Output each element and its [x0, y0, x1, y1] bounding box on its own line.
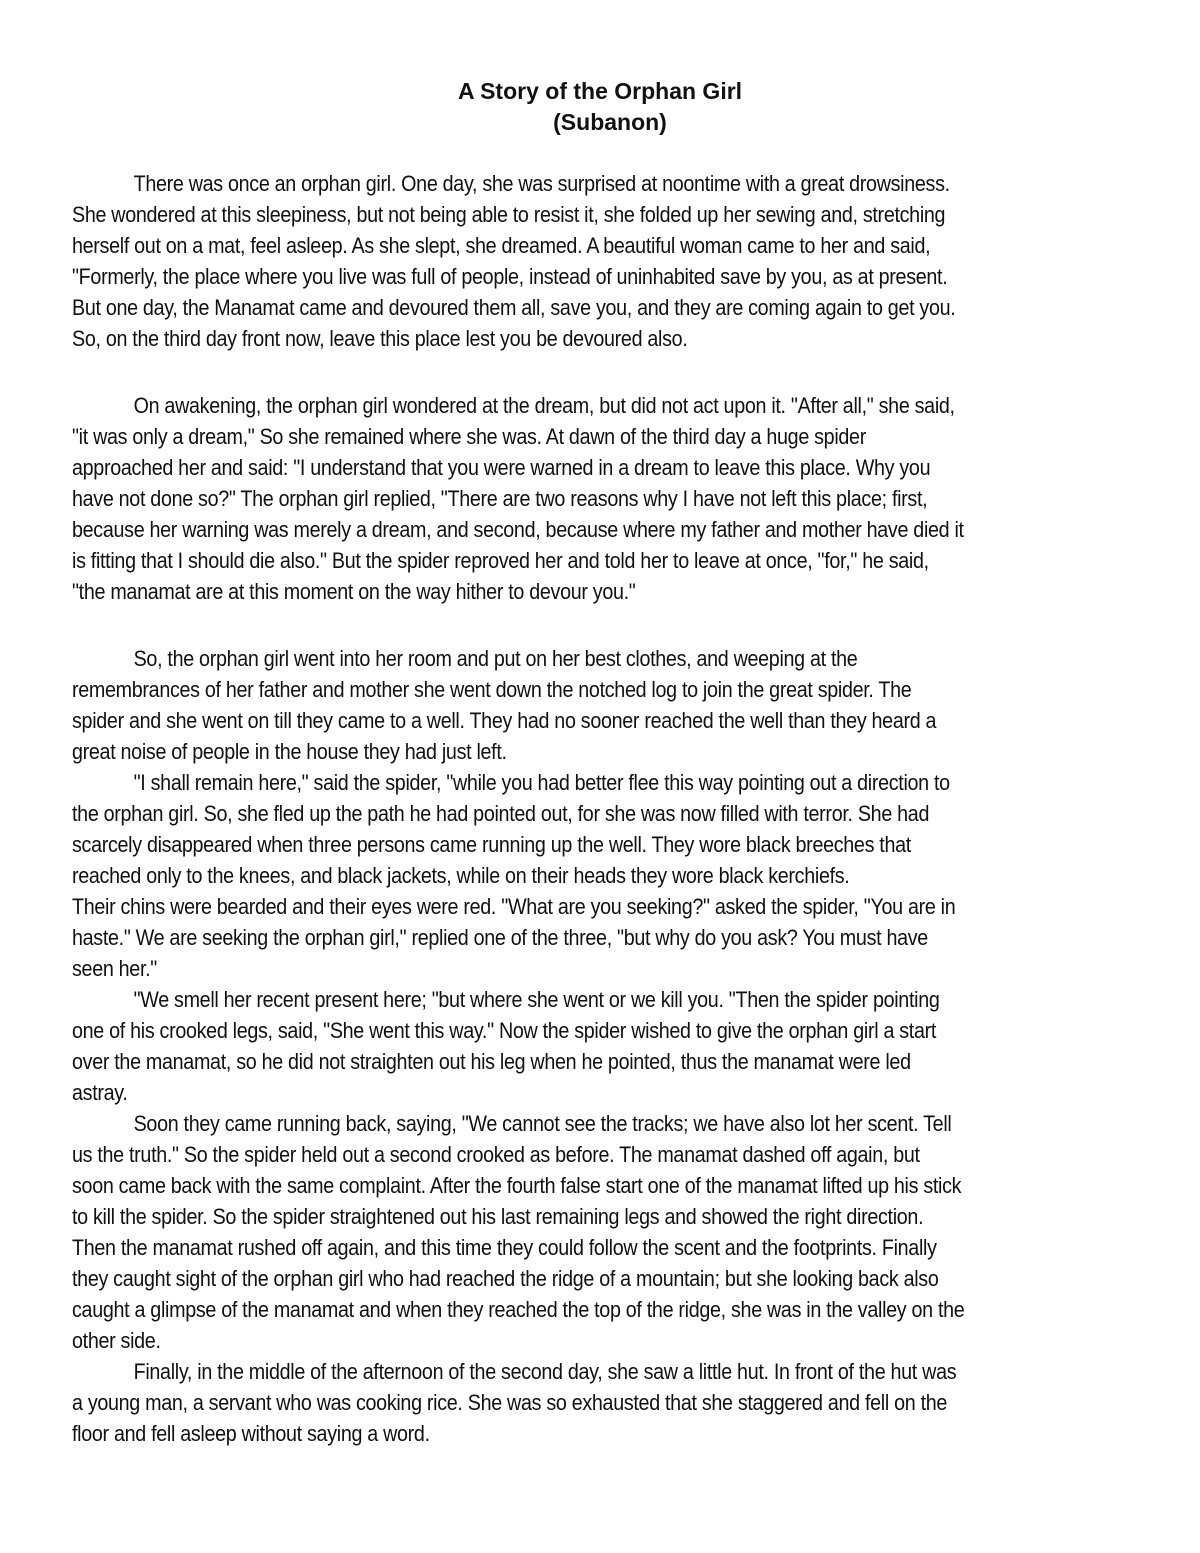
- story-subtitle: (Subanon): [553, 109, 667, 135]
- text-line: a young man, a servant who was cooking rice. She was so exhausted that she staggered and fell on the: [72, 1390, 948, 1415]
- text-line: astray.: [72, 1080, 128, 1105]
- story-title-block: [0, 76, 1200, 138]
- text-line: one of his crooked legs, said, "She went this way." Now the spider wished to give the orphan girl a start: [72, 1018, 937, 1043]
- text-line: scarcely disappeared when three persons came running up the well. They wore black breeches that: [72, 832, 911, 857]
- story-title: A Story of the Orphan Girl: [457, 78, 743, 104]
- text-line: approached her and said: "I understand that you were warned in a dream to leave this place. Why you: [72, 455, 931, 480]
- text-line: the orphan girl. So, she fled up the path he had pointed out, for she was now filled with terror. She had: [72, 801, 930, 826]
- text-line: reached only to the knees, and black jackets, while on their heads they wore black kerchiefs.: [72, 863, 850, 888]
- paragraph-gap: [72, 354, 1005, 390]
- text-line: because her warning was merely a dream, and second, because where my father and mother have died it: [72, 517, 964, 542]
- text-line: spider and she went on till they came to a well. They had no sooner reached the well than they heard a: [72, 708, 937, 733]
- text-line: "I shall remain here," said the spider, "while you had better flee this way pointing out a direction to: [133, 770, 950, 795]
- text-line: She wondered at this sleepiness, but not being able to resist it, she folded up her sewing and, stretching: [72, 202, 946, 227]
- text-line: have not done so?" The orphan girl replied, "There are two reasons why I have not left this place; first,: [72, 486, 928, 511]
- text-line: herself out on a mat, feel asleep. As she slept, she dreamed. A beautiful woman came to her and said,: [72, 233, 931, 258]
- text-line: So, the orphan girl went into her room and put on her best clothes, and weeping at the: [133, 646, 858, 671]
- text-line: over the manamat, so he did not straighten out his leg when he pointed, thus the manamat were led: [72, 1049, 911, 1074]
- text-line: Their chins were bearded and their eyes were red. "What are you seeking?" asked the spider, "You are in: [72, 894, 956, 919]
- text-line: On awakening, the orphan girl wondered at the dream, but did not act upon it. "After all," she said,: [133, 393, 955, 418]
- text-line: seen her.": [72, 956, 157, 981]
- text-line: Soon they came running back, saying, "We cannot see the tracks; we have also lot her scent. Tell: [133, 1111, 952, 1136]
- text-line: "We smell her recent present here; "but where she went or we kill you. "Then the spider pointing: [133, 987, 940, 1012]
- paragraph-gap: [72, 607, 1005, 643]
- text-line: There was once an orphan girl. One day, she was surprised at noontime with a great drowsiness.: [133, 171, 950, 196]
- text-line: So, on the third day front now, leave this place lest you be devoured also.: [72, 326, 688, 351]
- text-line: floor and fell asleep without saying a word.: [72, 1421, 430, 1446]
- text-line: other side.: [72, 1328, 161, 1353]
- text-line: they caught sight of the orphan girl who had reached the ridge of a mountain; but she looking back also: [72, 1266, 939, 1291]
- text-line: "the manamat are at this moment on the way hither to devour you.": [72, 579, 636, 604]
- text-line: "it was only a dream," So she remained where she was. At dawn of the third day a huge spider: [72, 424, 866, 449]
- text-line: to kill the spider. So the spider straightened out his last remaining legs and showed the right direction.: [72, 1204, 924, 1229]
- text-line: But one day, the Manamat came and devoured them all, save you, and they are coming again to get you.: [72, 295, 956, 320]
- text-line: soon came back with the same complaint. After the fourth false start one of the manamat lifted up his stick: [72, 1173, 962, 1198]
- text-line: Finally, in the middle of the afternoon of the second day, she saw a little hut. In front of the hut was: [133, 1359, 957, 1384]
- text-line: Then the manamat rushed off again, and this time they could follow the scent and the footprints. Finally: [72, 1235, 937, 1260]
- text-line: us the truth." So the spider held out a second crooked as before. The manamat dashed off again, but: [72, 1142, 920, 1167]
- text-line: haste." We are seeking the orphan girl," replied one of the three, "but why do you ask? You must have: [72, 925, 928, 950]
- text-line: great noise of people in the house they had just left.: [72, 739, 507, 764]
- text-line: is fitting that I should die also." But the spider reproved her and told her to leave at once, "for," he said,: [72, 548, 929, 573]
- text-line: "Formerly, the place where you live was full of people, instead of uninhabited save by you, as at present.: [72, 264, 948, 289]
- story-body: [72, 168, 1005, 1449]
- text-line: remembrances of her father and mother she went down the notched log to join the great spider. The: [72, 677, 912, 702]
- text-line: caught a glimpse of the manamat and when they reached the top of the ridge, she was in the valley on the: [72, 1297, 965, 1322]
